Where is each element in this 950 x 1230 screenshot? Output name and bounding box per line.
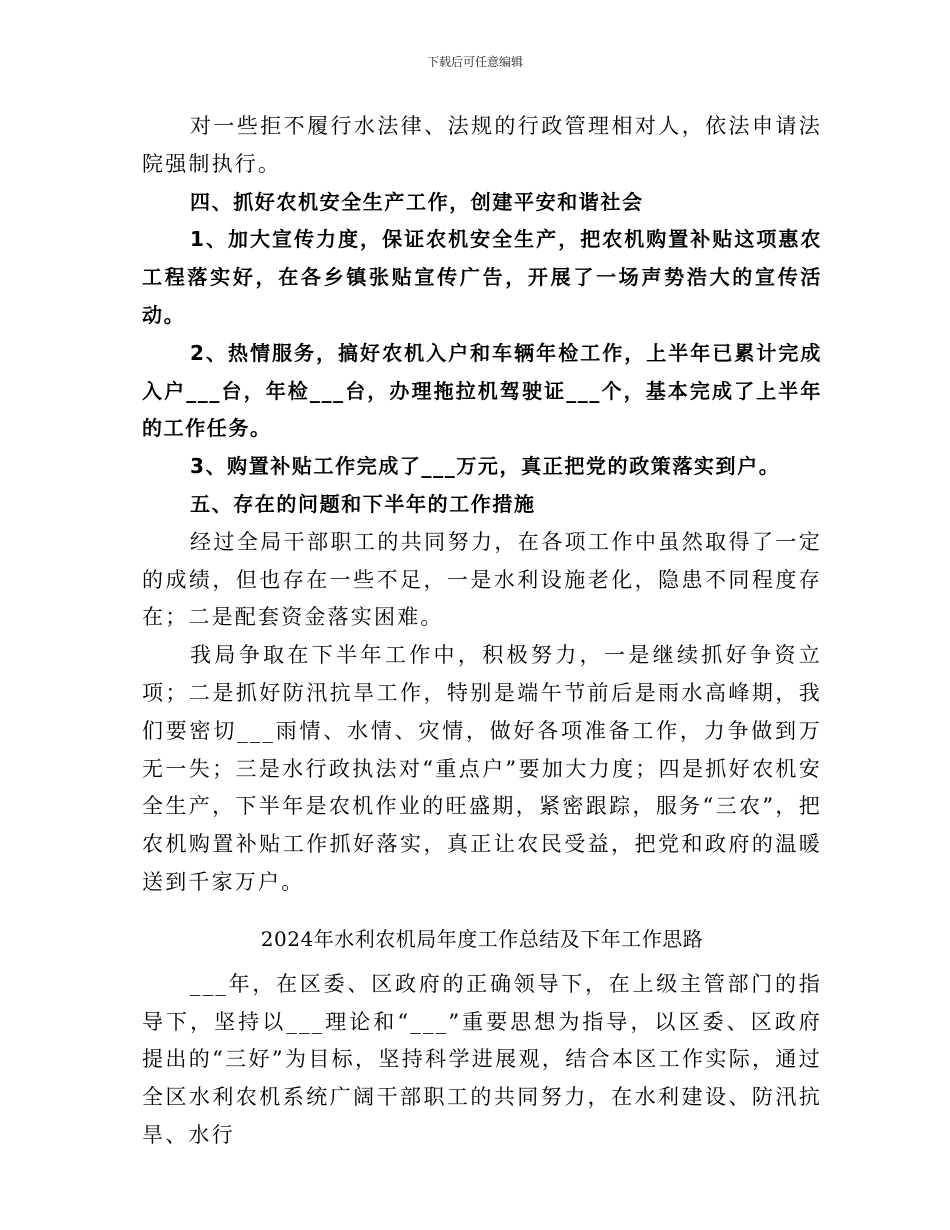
paragraph-publicity: 1、加大宣传力度，保证农机安全生产，把农机购置补贴这项惠农工程落实好，在各乡镇张贴宣传广告，开展了一场声势浩大的宣传活动。 <box>142 227 822 327</box>
paragraph-subsidy: 3、购置补贴工作完成了___万元，真正把党的政策落实到户。 <box>190 454 781 479</box>
page-header: 下载后可任意编辑 <box>426 55 523 69</box>
paragraph-enforcement: 对一些拒不履行水法律、法规的行政管理相对人，依法申请法院强制执行。 <box>142 114 822 176</box>
heading-section-four: 四、抓好农机安全生产工作，创建平安和谐社会 <box>190 189 644 214</box>
document-title: 2024年水利农机局年度工作总结及下年工作思路 <box>260 926 704 951</box>
paragraph-measures: 我局争取在下半年工作中，积极努力，一是继续抓好争资立项；二是抓好防汛抗旱工作，特别是端午节前后是雨水高峰期，我们要密切___雨情、水情、灾情，做好各项准备工作，力争做到万无一失；三是水行政执法对“重点户”要加大力度；四是抓好农机安全生产，下半年是农机作业的旺盛期，紧密跟踪，服务“三农”，把农机购置补贴工作抓好落实，真正让农民受益，把党和政府的温暖送到千家万户。 <box>142 643 822 894</box>
heading-section-five: 五、存在的问题和下半年的工作措施 <box>190 491 536 516</box>
document-body <box>142 108 822 1155</box>
paragraph-service: 2、热情服务，搞好农机入户和车辆年检工作，上半年已累计完成入户___台，年检___台，办理拖拉机驾驶证___个，基本完成了上半年的工作任务。 <box>142 340 822 441</box>
paragraph-problems: 经过全局干部职工的共同努力，在各项工作中虽然取得了一定的成绩，但也存在一些不足，一是水利设施老化，隐患不同程度存在；二是配套资金落实困难。 <box>142 529 822 630</box>
paragraph-intro: ___年，在区委、区政府的正确领导下，在上级主管部门的指导下，坚持以___理论和“___”重要思想为指导，以区委、区政府提出的“三好”为目标，坚持科学进展观，结合本区工作实际，通过全区水利农机系统广阔干部职工的共同努力，在水利建设、防汛抗旱、水行 <box>142 971 822 1147</box>
